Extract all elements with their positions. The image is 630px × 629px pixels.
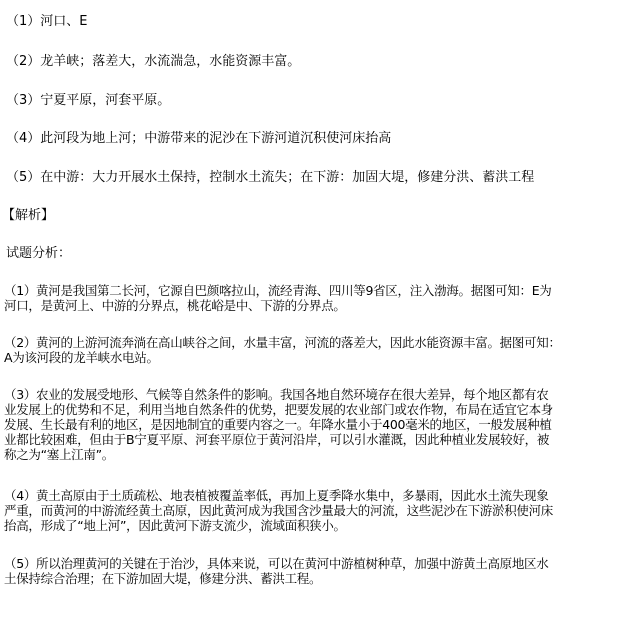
explanation-3-line-3: 发展、生长最有利的地区，是因地制宜的重要内容之一。年降水量小于400毫米的地区，一般发展种植 <box>4 417 552 432</box>
answer-3: （3）宁夏平原，河套平原。 <box>6 93 171 108</box>
analysis-intro: 试题分析： <box>6 246 72 261</box>
answer-5: （5）在中游：大力开展水土保持，控制水土流失；在下游：加固大堤，修建分洪、蓄洪工程 <box>6 170 535 185</box>
explanation-2 <box>4 335 626 365</box>
explanation-4 <box>4 488 626 533</box>
analysis-heading: 【解析】 <box>2 208 55 223</box>
explanation-4-line-2: 严重，而黄河的中游流经黄土高原，因此黄河成为我国含沙量最大的河流，这些泥沙在下游淤积使河床 <box>4 503 554 518</box>
explanation-5-line-1: （5）所以治理黄河的关键在于治沙，具体来说，可以在黄河中游植树种草，加强中游黄土高原地区水 <box>4 556 549 571</box>
explanation-2-line-2: A为该河段的龙羊峡水电站。 <box>4 350 159 365</box>
explanation-3-line-5: 称之为“塞上江南”。 <box>4 447 114 462</box>
explanation-1-line-2: 河口，是黄河上、中游的分界点，桃花峪是中、下游的分界点。 <box>4 298 346 313</box>
explanation-3 <box>4 387 626 462</box>
explanation-1-line-1: （1）黄河是我国第二长河，它源自巴颜喀拉山，流经青海、四川等9省区，注入渤海。据图可知：E为 <box>4 283 552 298</box>
explanation-3-line-1: （3）农业的发展受地形、气候等自然条件的影响。我国各地自然环境存在很大差异，每个地区都有农 <box>4 387 549 402</box>
answer-4: （4）此河段为地上河；中游带来的泥沙在下游河道沉积使河床抬高 <box>6 131 392 146</box>
answer-2: （2）龙羊峡；落差大，水流湍急，水能资源丰富。 <box>6 54 301 69</box>
explanation-5 <box>4 556 626 586</box>
explanation-3-line-2: 业发展上的优势和不足，利用当地自然条件的优势，把要发展的农业部门或农作物，布局在适宜它本身 <box>4 402 554 417</box>
explanation-3-line-4: 业都比较困难，但由于B宁夏平原、河套平原位于黄河沿岸，可以引水灌溉，因此种植业发展较好，被 <box>4 432 550 447</box>
explanation-4-line-1: （4）黄土高原由于土质疏松、地表植被覆盖率低，再加上夏季降水集中，多暴雨，因此水土流失现象 <box>4 488 549 503</box>
explanation-4-line-3: 抬高，形成了“地上河”，因此黄河下游支流少，流域面积狭小。 <box>4 518 346 533</box>
explanation-5-line-2: 土保持综合治理；在下游加固大堤，修建分洪、蓄洪工程。 <box>4 571 322 586</box>
answer-1: （1）河口、E <box>6 14 88 29</box>
explanation-2-line-1: （2）黄河的上游河流奔淌在高山峡谷之间，水量丰富，河流的落差大，因此水能资源丰富。据图可知： <box>4 335 561 350</box>
explanation-1 <box>4 283 626 313</box>
